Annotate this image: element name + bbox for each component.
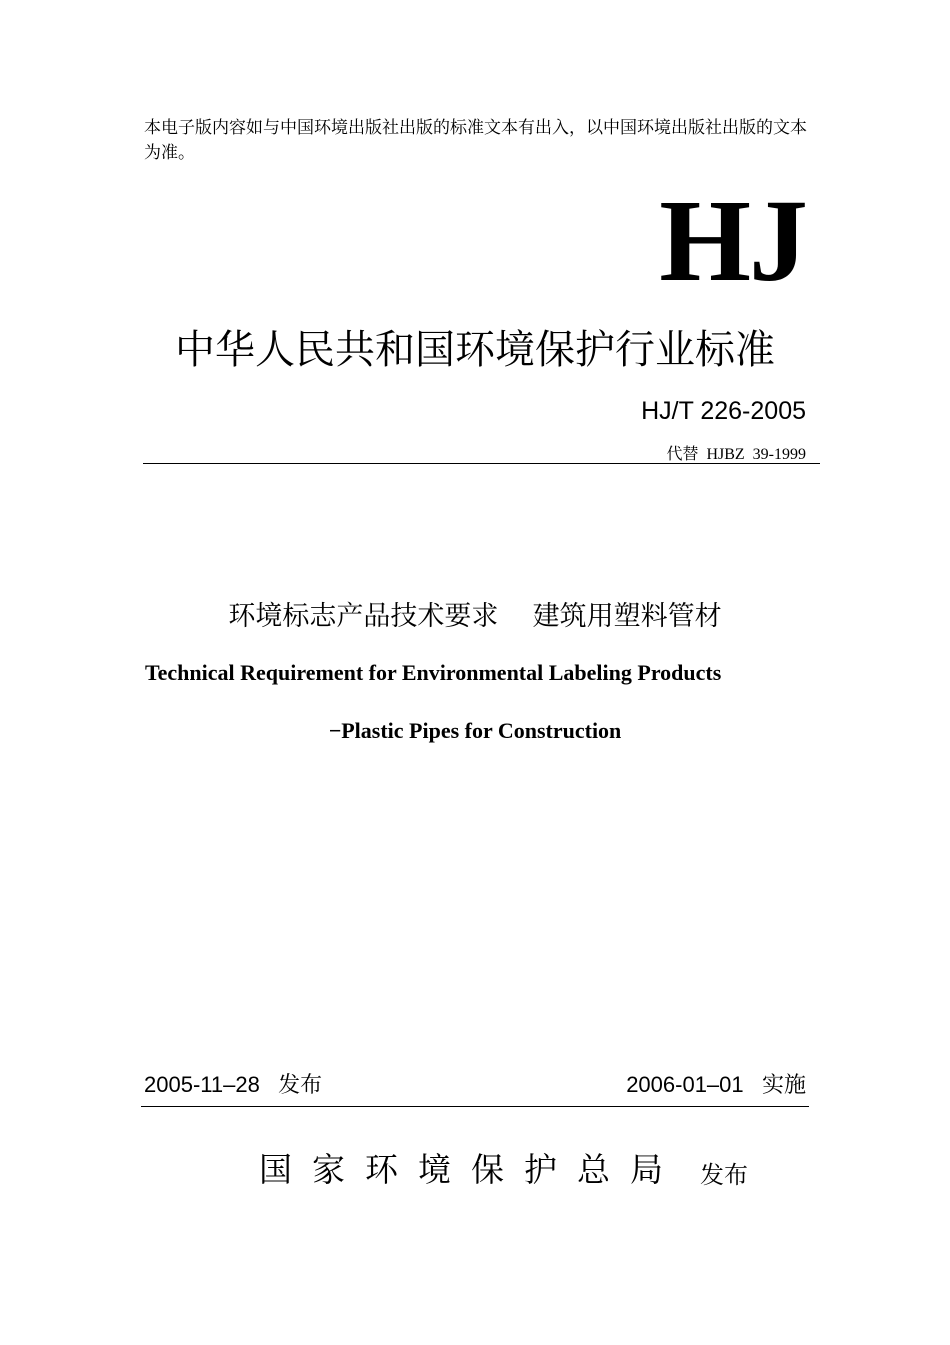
implementation-date-block	[626, 1068, 806, 1099]
issue-date: 2005-11–28	[144, 1072, 260, 1097]
hj-logo: HJ	[659, 175, 806, 306]
standard-category-title: 中华人民共和国环境保护行业标准	[175, 327, 775, 373]
issue-label: 发布	[278, 1073, 323, 1098]
implementation-label: 实施	[761, 1073, 806, 1098]
issuing-agency: 国家环境保护总局	[259, 1150, 683, 1189]
implementation-date: 2006-01–01	[626, 1072, 744, 1097]
document-title-chinese: 环境标志产品技术要求 建筑用塑料管材	[228, 601, 722, 632]
edition-notice: 本电子版内容如与中国环境出版社出版的标准文本有出入，以中国环境出版社出版的文本为准。	[144, 118, 807, 163]
issuing-action: 发布	[700, 1161, 748, 1189]
standard-number: HJ/T 226-2005	[641, 397, 806, 425]
header-divider	[143, 463, 820, 464]
issue-date-block	[144, 1068, 322, 1099]
footer-divider	[141, 1106, 809, 1107]
document-title-english-line1: Technical Requirement for Environmental Labeling Products	[145, 660, 722, 685]
document-title-english-line2: −Plastic Pipes for Construction	[328, 718, 622, 743]
replaces-standard: 代替 HJBZ 39-1999	[666, 446, 806, 463]
